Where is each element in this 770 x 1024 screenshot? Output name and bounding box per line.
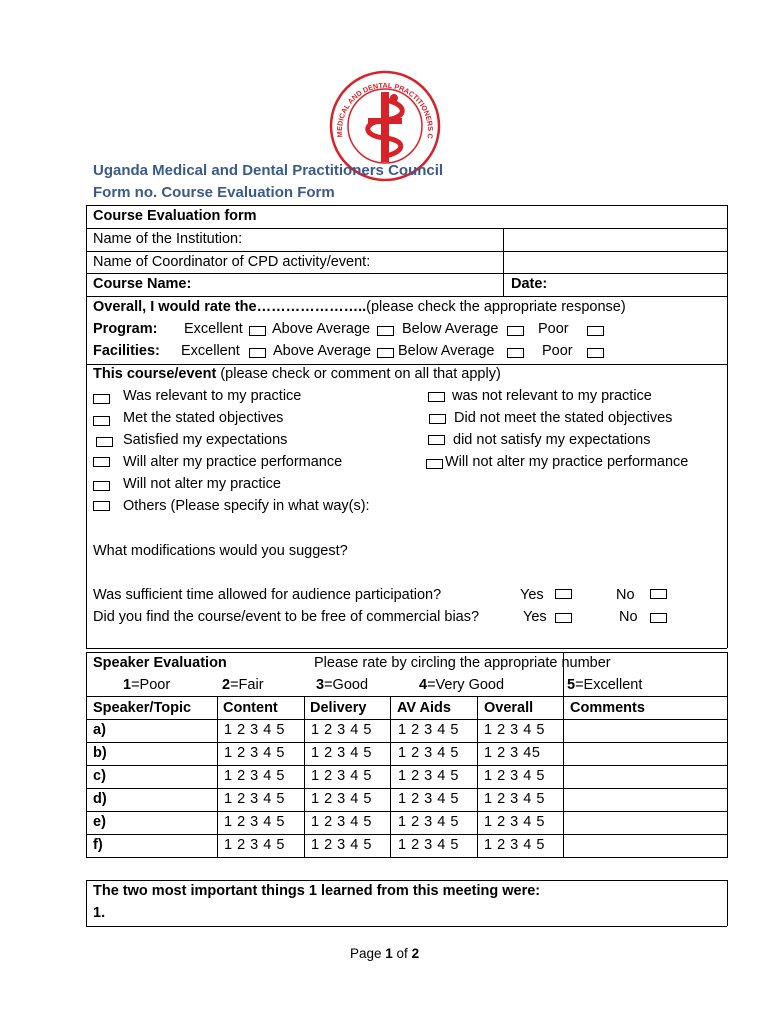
commercial-bias-yes-checkbox[interactable] [555,613,572,623]
row-comments-field[interactable] [564,720,726,741]
rule [86,364,727,365]
program-above-average-checkbox[interactable] [377,326,394,336]
row-comments-field[interactable] [564,789,726,810]
speaker-rating-instruction: Please rate by circling the appropriate number [314,655,611,671]
row-speaker-topic: f) [93,837,103,853]
frame-left [86,205,87,648]
program-excellent-checkbox[interactable] [249,326,266,336]
program-above-average-label: Above Average [272,321,371,337]
date-label: Date: [511,276,548,292]
program-below-average-label: Below Average [402,321,499,337]
row-overall-rating[interactable]: 1 2 3 4 5 [484,722,545,738]
rule [86,652,727,653]
relevant-checkbox[interactable] [93,394,110,404]
scale-poor: 1=Poor [123,677,171,693]
program-below-average-checkbox[interactable] [507,326,524,336]
commercial-bias-no-label: No [619,609,638,625]
frame-right [727,205,728,648]
participation-no-checkbox[interactable] [650,589,667,599]
others-label: Others (Please specify in what way(s): [123,498,370,514]
row-delivery-rating[interactable]: 1 2 3 4 5 [311,814,372,830]
rule [86,652,87,858]
facilities-above-average-checkbox[interactable] [377,348,394,358]
col-av-aids: AV Aids [397,700,451,716]
coordinator-label: Name of Coordinator of CPD activity/event: [93,254,371,270]
not-satisfied-checkbox[interactable] [428,435,445,445]
rule [86,648,727,649]
institution-label: Name of the Institution: [93,231,243,247]
col-delivery: Delivery [310,700,367,716]
not-satisfied-label: did not satisfy my expectations [453,432,651,448]
learned-item-1: 1. [93,905,106,921]
will-not-alter-performance-label: Will not alter my practice performance [445,454,689,470]
row-delivery-rating[interactable]: 1 2 3 4 5 [311,768,372,784]
organization-name: Uganda Medical and Dental Practitioners Council [93,162,444,179]
row-delivery-rating[interactable]: 1 2 3 4 5 [311,837,372,853]
facilities-below-average-checkbox[interactable] [507,348,524,358]
row-overall-rating[interactable]: 1 2 3 4 5 [484,837,545,853]
others-checkbox[interactable] [93,501,110,511]
will-alter-checkbox[interactable] [93,457,110,467]
facilities-above-average-label: Above Average [273,343,372,359]
not-met-objectives-label: Did not meet the stated objectives [454,410,673,426]
program-excellent-label: Excellent [184,321,243,337]
relevant-label: Was relevant to my practice [123,388,302,404]
participation-no-label: No [616,587,635,603]
row-overall-rating[interactable]: 1 2 3 45 [484,745,541,761]
row-speaker-topic: c) [93,768,106,784]
row-delivery-rating[interactable]: 1 2 3 4 5 [311,745,372,761]
program-label: Program: [93,321,158,337]
col-speaker-topic: Speaker/Topic [93,700,192,716]
satisfied-label: Satisfied my expectations [123,432,288,448]
seal-ring-text: MEDICAL AND DENTAL PRACTITIONERS C [334,80,436,140]
scale-very-good: 4=Very Good [419,677,505,693]
row-overall-rating[interactable]: 1 2 3 4 5 [484,791,545,807]
row-content-rating[interactable]: 1 2 3 4 5 [224,837,285,853]
col-comments: Comments [570,700,645,716]
rule [86,296,727,297]
not-relevant-label: was not relevant to my practice [452,388,652,404]
row-av-aids-rating[interactable]: 1 2 3 4 5 [398,791,459,807]
modifications-question: What modifications would you suggest? [93,543,348,559]
met-objectives-label: Met the stated objectives [123,410,284,426]
rule [304,696,305,857]
row-content-rating[interactable]: 1 2 3 4 5 [224,745,285,761]
speaker-evaluation-title: Speaker Evaluation [93,655,227,671]
facilities-poor-label: Poor [542,343,573,359]
form-title: Course Evaluation form [93,208,257,224]
course-name-label: Course Name: [93,276,192,292]
row-overall-rating[interactable]: 1 2 3 4 5 [484,768,545,784]
not-met-objectives-checkbox[interactable] [429,414,446,424]
rule [86,880,727,881]
facilities-excellent-label: Excellent [181,343,240,359]
row-overall-rating[interactable]: 1 2 3 4 5 [484,814,545,830]
row-speaker-topic: a) [93,722,106,738]
rule [86,880,87,926]
row-av-aids-rating[interactable]: 1 2 3 4 5 [398,768,459,784]
scale-fair: 2=Fair [222,677,264,693]
course-event-heading: This course/event (please check or comment on all that apply) [93,366,501,382]
row-av-aids-rating[interactable]: 1 2 3 4 5 [398,837,459,853]
rule [86,696,727,697]
row-av-aids-rating[interactable]: 1 2 3 4 5 [398,745,459,761]
rule [86,926,727,927]
row-comments-field[interactable] [564,812,726,833]
form-number: Form no. Course Evaluation Form [93,184,335,201]
row-speaker-topic: b) [93,745,107,761]
frame-top [86,205,727,206]
commercial-bias-no-checkbox[interactable] [650,613,667,623]
scale-good: 3=Good [316,677,369,693]
commercial-bias-question: Did you find the course/event to be free of commercial bias? [93,609,480,625]
not-relevant-checkbox[interactable] [428,392,445,402]
rule [217,696,218,857]
satisfied-checkbox[interactable] [96,437,113,447]
row-comments-field[interactable] [564,766,726,787]
program-poor-label: Poor [538,321,569,337]
facilities-below-average-label: Below Average [398,343,495,359]
col-overall: Overall [484,700,534,716]
rule [390,696,391,857]
commercial-bias-yes-label: Yes [523,609,547,625]
participation-yes-checkbox[interactable] [555,589,572,599]
will-not-alter-label: Will not alter my practice [123,476,281,492]
facilities-poor-checkbox[interactable] [587,348,604,358]
facilities-excellent-checkbox[interactable] [249,348,266,358]
facilities-label: Facilities: [93,343,160,359]
scale-excellent: 5=Excellent [567,677,643,693]
will-not-alter-checkbox[interactable] [93,481,110,491]
row-content-rating[interactable]: 1 2 3 4 5 [224,791,285,807]
rule [727,880,728,926]
row-speaker-topic: e) [93,814,106,830]
met-objectives-checkbox[interactable] [93,416,110,426]
rule [86,273,727,274]
will-alter-label: Will alter my practice performance [123,454,343,470]
participation-yes-label: Yes [520,587,544,603]
participation-question: Was sufficient time allowed for audience participation? [93,587,442,603]
learned-heading: The two most important things 1 learned from this meeting were: [93,883,541,899]
row-content-rating[interactable]: 1 2 3 4 5 [224,722,285,738]
rule [86,857,727,858]
row-content-rating[interactable]: 1 2 3 4 5 [224,814,285,830]
row-av-aids-rating[interactable]: 1 2 3 4 5 [398,722,459,738]
will-not-alter-performance-checkbox[interactable] [426,459,443,469]
page-number: Page 1 of 2 [350,946,420,961]
row-delivery-rating[interactable]: 1 2 3 4 5 [311,791,372,807]
row-comments-field[interactable] [564,835,726,856]
row-av-aids-rating[interactable]: 1 2 3 4 5 [398,814,459,830]
rule [727,652,728,858]
institution-field[interactable] [504,229,726,250]
row-delivery-rating[interactable]: 1 2 3 4 5 [311,722,372,738]
program-poor-checkbox[interactable] [587,326,604,336]
row-comments-field[interactable] [564,743,726,764]
row-content-rating[interactable]: 1 2 3 4 5 [224,768,285,784]
col-content: Content [223,700,278,716]
rule [477,696,478,857]
coordinator-field[interactable] [504,252,726,272]
row-speaker-topic: d) [93,791,107,807]
overall-rating-prompt: Overall, I would rate the…………………..(please check the appropriate response) [93,299,626,315]
